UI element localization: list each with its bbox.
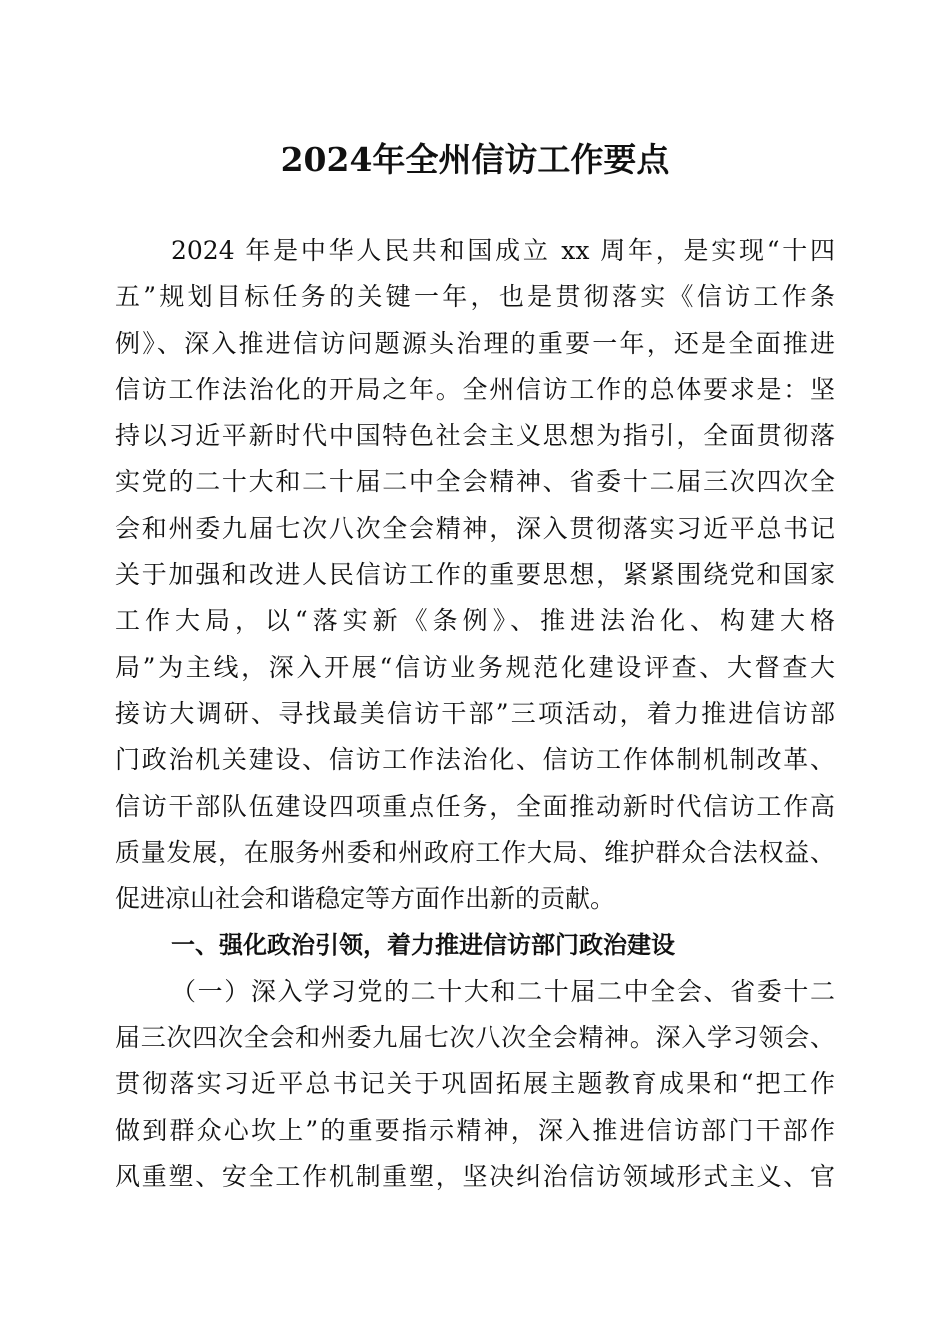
text-line: 关于加强和改进人民信访工作的重要思想，紧紧围绕党和国家 [115, 560, 835, 590]
text-line: 2024 年是中华人民共和国成立 xx 周年，是实现“十四 [171, 236, 835, 265]
text-line: 门政治机关建设、信访工作法治化、信访工作体制机制改革、 [115, 745, 835, 775]
text-line: 接访大调研、寻找最美信访干部”三项活动，着力推进信访部 [115, 698, 835, 728]
text-line: 促进凉山社会和谐稳定等方面作出新的贡献。 [115, 884, 616, 914]
intro-paragraph [115, 228, 835, 922]
text-line: 信访干部队伍建设四项重点任务，全面推动新时代信访工作高 [115, 791, 835, 821]
text-line: 风重塑、安全工作机制重塑，坚决纠治信访领域形式主义、官 [115, 1161, 835, 1191]
subsection-paragraph [115, 969, 835, 1200]
text-line: 信访工作法治化的开局之年。全州信访工作的总体要求是：坚 [115, 374, 835, 404]
text-line: （一）深入学习党的二十大和二十届二中全会、省委十二 [171, 976, 835, 1006]
text-line: 局”为主线，深入开展“信访业务规范化建设评查、大督查大 [115, 652, 835, 682]
text-line: 持以习近平新时代中国特色社会主义思想为指引，全面贯彻落 [115, 421, 835, 451]
document-body [115, 228, 835, 1200]
text-line: 质量发展，在服务州委和州政府工作大局、维护群众合法权益、 [115, 837, 835, 867]
text-line: 贯彻落实习近平总书记关于巩固拓展主题教育成果和“把工作 [115, 1069, 835, 1099]
heading-line: 一、强化政治引领，着力推进信访部门政治建设 [171, 931, 675, 960]
section-heading [115, 922, 835, 968]
text-line: 做到群众心坎上”的重要指示精神，深入推进信访部门干部作 [115, 1115, 835, 1145]
text-line: 会和州委九届七次八次全会精神，深入贯彻落实习近平总书记 [115, 513, 835, 543]
text-line: 例》、深入推进信访问题源头治理的重要一年，还是全面推进 [115, 328, 835, 358]
text-line: 届三次四次全会和州委九届七次八次全会精神。深入学习领会、 [115, 1023, 835, 1053]
document-title: 2024年全州信访工作要点 [280, 140, 670, 179]
text-line: 五”规划目标任务的关键一年，也是贯彻落实《信访工作条 [115, 282, 835, 312]
text-line: 实党的二十大和二十届二中全会精神、省委十二届三次四次全 [115, 467, 835, 497]
text-line: 工作大局，以“落实新《条例》、推进法治化、构建大格 [115, 606, 835, 636]
